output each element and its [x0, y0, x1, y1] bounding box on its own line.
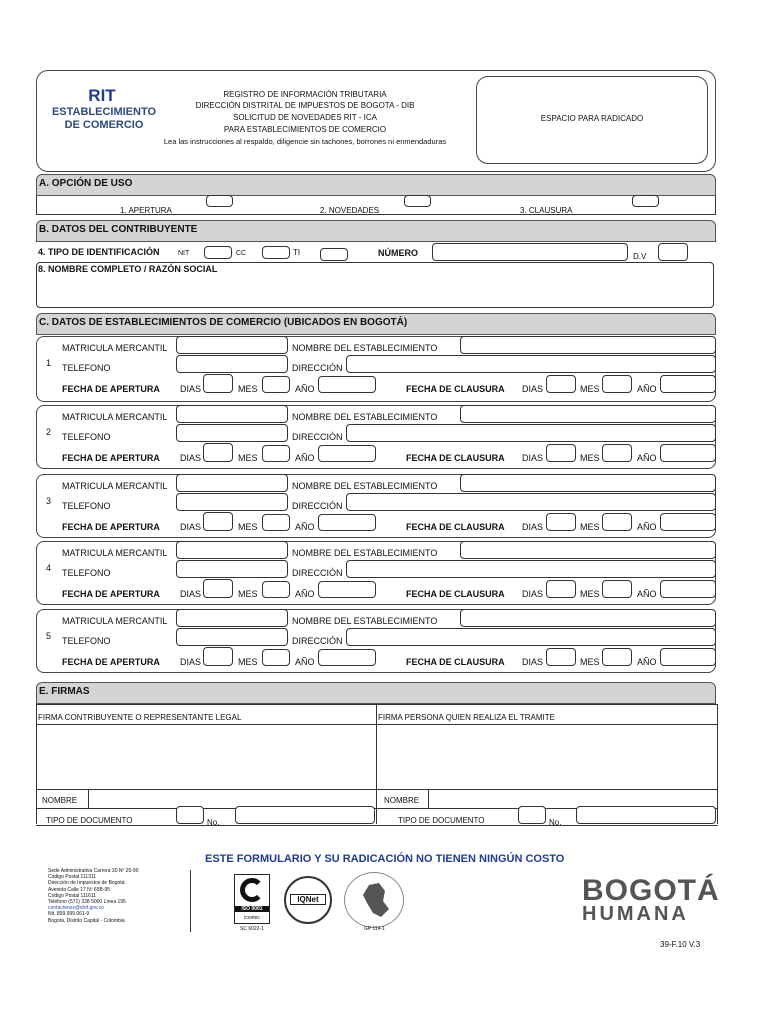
est-3-clausura-mes-label: MES	[580, 522, 600, 532]
address-line: contactenos@shd.gov.co	[48, 905, 104, 912]
gp-seal	[344, 872, 404, 928]
title-line-3: SOLICITUD DE NOVEDADES RIT - ICA	[233, 113, 377, 122]
est-3-number: 3	[46, 496, 52, 506]
est-4-matricula-label: MATRICULA MERCANTIL	[62, 548, 168, 558]
est-4-direccion-input[interactable]	[346, 560, 716, 578]
no-label-right: No.	[549, 818, 562, 827]
est-1-fecha-clausura-label: FECHA DE CLAUSURA	[406, 384, 505, 394]
iso-c-icon	[240, 878, 264, 902]
est-1-clausura-mes-input[interactable]	[602, 375, 632, 393]
section-a-title: A. OPCIÓN DE USO	[36, 174, 716, 196]
est-2-matricula-input[interactable]	[176, 405, 288, 423]
est-3-clausura-anio-input[interactable]	[660, 513, 716, 531]
est-2-direccion-label: DIRECCIÓN	[292, 432, 343, 442]
est-5-clausura-dias-input[interactable]	[546, 648, 576, 666]
nombre-input-left[interactable]	[89, 790, 375, 807]
est-3-clausura-dias-input[interactable]	[546, 513, 576, 531]
nombre-razon-social-label: 8. NOMBRE COMPLETO / RAZÓN SOCIAL	[38, 264, 218, 274]
est-1-clausura-anio-label: AÑO	[637, 384, 657, 394]
est-3-direccion-label: DIRECCIÓN	[292, 501, 343, 511]
est-3-telefono-label: TELEFONO	[62, 501, 111, 511]
est-5-telefono-input[interactable]	[176, 628, 288, 646]
est-5-apertura-mes-input[interactable]	[262, 649, 290, 666]
est-3-fecha-apertura-label: FECHA DE APERTURA	[62, 522, 160, 532]
est-5-clausura-dias-label: DIAS	[522, 657, 544, 667]
est-4-clausura-mes-label: MES	[580, 589, 600, 599]
est-1-direccion-label: DIRECCIÓN	[292, 363, 343, 373]
est-1-apertura-anio-label: AÑO	[295, 384, 315, 394]
address-line: Sede Administrativa Carrera 30 Nº 25-90	[48, 868, 139, 874]
est-4-nombre-input[interactable]	[460, 541, 716, 559]
section-b-title: B. DATOS DEL CONTRIBUYENTE	[36, 220, 716, 242]
no-costo-notice: ESTE FORMULARIO Y SU RADICACIÓN NO TIENEN NINGÚN COSTO	[205, 853, 565, 865]
est-3-nombre-input[interactable]	[460, 474, 716, 492]
nombre-label-right: NOMBRE	[384, 796, 420, 805]
est-4-fecha-clausura-label: FECHA DE CLAUSURA	[406, 589, 505, 599]
dv-label: D.V	[633, 252, 647, 261]
est-4-apertura-dias-label: DIAS	[180, 589, 202, 599]
est-5-apertura-mes-label: MES	[238, 657, 258, 667]
est-1-direccion-input[interactable]	[346, 355, 716, 373]
ti-checkbox[interactable]	[320, 248, 348, 261]
address-line: Nit. 899.999.061-9	[48, 911, 90, 918]
nit-label: NIT	[178, 250, 190, 257]
est-2-clausura-mes-input[interactable]	[602, 444, 632, 462]
est-5-clausura-mes-input[interactable]	[602, 648, 632, 666]
est-5-apertura-anio-label: AÑO	[295, 657, 315, 667]
est-5-direccion-label: DIRECCIÓN	[292, 636, 343, 646]
icontec-label: icontec	[244, 915, 260, 921]
cc-label: CC	[236, 250, 247, 257]
section-c-title: C. DATOS DE ESTABLECIMIENTOS DE COMERCIO (UBICADOS EN BOGOTÁ)	[36, 313, 716, 335]
est-4-clausura-mes-input[interactable]	[602, 580, 632, 598]
est-2-clausura-anio-label: AÑO	[637, 453, 657, 463]
firma-contribuyente-label: FIRMA CONTRIBUYENTE O REPRESENTANTE LEGAL	[38, 713, 242, 722]
est-5-apertura-anio-input[interactable]	[318, 649, 376, 666]
est-3-matricula-input[interactable]	[176, 474, 288, 492]
rit-title: RIT	[88, 86, 116, 105]
est-2-fecha-clausura-label: FECHA DE CLAUSURA	[406, 453, 505, 463]
est-4-direccion-label: DIRECCIÓN	[292, 568, 343, 578]
est-4-number: 4	[46, 563, 52, 573]
address-block	[48, 868, 188, 924]
numero-label: NÚMERO	[378, 248, 418, 258]
no-label-left: No.	[207, 818, 220, 827]
est-3-apertura-mes-label: MES	[238, 522, 258, 532]
est-1-telefono-label: TELEFONO	[62, 363, 111, 373]
est-2-number: 2	[46, 427, 52, 437]
est-3-matricula-label: MATRICULA MERCANTIL	[62, 481, 168, 491]
est-5-telefono-label: TELEFONO	[62, 636, 111, 646]
est-3-clausura-mes-input[interactable]	[602, 513, 632, 531]
cert1-code: SC 6022-1	[240, 926, 264, 932]
est-4-clausura-dias-label: DIAS	[522, 589, 544, 599]
est-2-matricula-label: MATRICULA MERCANTIL	[62, 412, 168, 422]
est-2-apertura-anio-input[interactable]	[318, 445, 376, 462]
section-e-title: E. FIRMAS	[36, 682, 716, 704]
est-4-clausura-anio-label: AÑO	[637, 589, 657, 599]
firma-persona-label: FIRMA PERSONA QUIEN REALIZA EL TRAMITE	[378, 713, 555, 722]
nit-checkbox[interactable]	[204, 246, 232, 259]
instructions: Lea las instrucciones al respaldo, diligencie sin tachones, borrones ni enmendaduras	[163, 137, 447, 146]
est-2-apertura-mes-label: MES	[238, 453, 258, 463]
no-input-right[interactable]	[576, 806, 716, 824]
form-code: 39-F.10 V.3	[660, 940, 701, 949]
address-line: Dirección de Impuestos de Bogotá:	[48, 880, 126, 887]
est-4-apertura-mes-input[interactable]	[262, 581, 290, 598]
option-apertura-label: 1. APERTURA	[120, 206, 172, 215]
iqnet-label: IQNet	[290, 894, 326, 905]
bogota-logo-line1: BOGOTÁ	[582, 874, 720, 907]
est-1-apertura-mes-label: MES	[238, 384, 258, 394]
est-3-clausura-anio-label: AÑO	[637, 522, 657, 532]
est-5-direccion-input[interactable]	[346, 628, 716, 646]
est-5-clausura-anio-label: AÑO	[637, 657, 657, 667]
tipo-documento-input-left[interactable]	[176, 806, 204, 824]
est-3-apertura-anio-input[interactable]	[318, 514, 376, 531]
address-line: Teléfono (571) 338 5000 Línea 195	[48, 899, 126, 906]
est-2-clausura-anio-input[interactable]	[660, 444, 716, 462]
address-line: Código Postal 111611	[48, 892, 97, 899]
est-2-clausura-mes-label: MES	[580, 453, 600, 463]
est-4-telefono-input[interactable]	[176, 560, 288, 578]
iqnet-seal	[284, 876, 332, 924]
est-2-apertura-mes-input[interactable]	[262, 445, 290, 462]
est-1-apertura-mes-input[interactable]	[262, 376, 290, 393]
est-4-nombre-label: NOMBRE DEL ESTABLECIMIENTO	[292, 548, 438, 558]
est-1-matricula-label: MATRICULA MERCANTIL	[62, 343, 168, 353]
est-1-matricula-input[interactable]	[176, 336, 288, 354]
est-1-number: 1	[46, 358, 52, 368]
iso-label: ISO 9001	[235, 906, 269, 912]
radicado-label: ESPACIO PARA RADICADO	[540, 114, 644, 123]
est-4-fecha-apertura-label: FECHA DE APERTURA	[62, 589, 160, 599]
est-4-apertura-dias-input[interactable]	[203, 579, 233, 598]
est-5-clausura-mes-label: MES	[580, 657, 600, 667]
est-2-apertura-dias-input[interactable]	[203, 443, 233, 462]
est-3-apertura-dias-label: DIAS	[180, 522, 202, 532]
est-2-nombre-input[interactable]	[460, 405, 716, 423]
est-4-telefono-label: TELEFONO	[62, 568, 111, 578]
address-line: Avenida Calle 17 Nº 65B-95	[48, 886, 111, 893]
est-5-apertura-dias-input[interactable]	[203, 647, 233, 666]
title-line-2: DIRECCIÓN DISTRITAL DE IMPUESTOS DE BOGOTA - DIB	[195, 101, 415, 110]
dv-input[interactable]	[658, 243, 688, 261]
bogota-logo-line2: HUMANA	[582, 903, 689, 925]
est-5-nombre-input[interactable]	[460, 609, 716, 627]
est-4-clausura-anio-input[interactable]	[660, 580, 716, 598]
est-1-nombre-label: NOMBRE DEL ESTABLECIMIENTO	[292, 343, 438, 353]
est-5-nombre-label: NOMBRE DEL ESTABLECIMIENTO	[292, 616, 438, 626]
est-3-direccion-input[interactable]	[346, 493, 716, 511]
est-1-fecha-apertura-label: FECHA DE APERTURA	[62, 384, 160, 394]
est-5-apertura-dias-label: DIAS	[180, 657, 202, 667]
est-2-apertura-dias-label: DIAS	[180, 453, 202, 463]
option-clausura-label: 3. CLAUSURA	[520, 206, 573, 215]
est-4-apertura-anio-input[interactable]	[318, 581, 376, 598]
est-2-telefono-label: TELEFONO	[62, 432, 111, 442]
iso-icontec-seal	[234, 874, 270, 924]
est-2-fecha-apertura-label: FECHA DE APERTURA	[62, 453, 160, 463]
option-novedades-checkbox[interactable]	[404, 195, 431, 207]
ti-label: TI	[293, 248, 301, 257]
no-input-left[interactable]	[235, 806, 375, 824]
est-3-nombre-label: NOMBRE DEL ESTABLECIMIENTO	[292, 481, 438, 491]
tipo-id-label: 4. TIPO DE IDENTIFICACIÓN	[38, 247, 160, 257]
firma-persona-area[interactable]	[377, 725, 716, 789]
est-5-matricula-label: MATRICULA MERCANTIL	[62, 616, 168, 626]
est-3-clausura-dias-label: DIAS	[522, 522, 544, 532]
est-1-clausura-anio-input[interactable]	[660, 375, 716, 393]
est-2-telefono-input[interactable]	[176, 424, 288, 442]
est-3-apertura-anio-label: AÑO	[295, 522, 315, 532]
est-1-nombre-input[interactable]	[460, 336, 716, 354]
est-4-matricula-input[interactable]	[176, 541, 288, 559]
estab-line2: DE COMERCIO	[64, 119, 144, 131]
est-1-apertura-anio-input[interactable]	[318, 376, 376, 393]
option-novedades-label: 2. NOVEDADES	[320, 206, 380, 215]
est-2-nombre-label: NOMBRE DEL ESTABLECIMIENTO	[292, 412, 438, 422]
est-3-apertura-dias-input[interactable]	[203, 512, 233, 531]
est-3-telefono-input[interactable]	[176, 493, 288, 511]
est-2-clausura-dias-label: DIAS	[522, 453, 544, 463]
est-3-fecha-clausura-label: FECHA DE CLAUSURA	[406, 522, 505, 532]
option-apertura-checkbox[interactable]	[206, 195, 233, 207]
est-1-telefono-input[interactable]	[176, 355, 288, 373]
est-3-apertura-mes-input[interactable]	[262, 514, 290, 531]
firma-contribuyente-area[interactable]	[37, 725, 375, 789]
colombia-map-icon	[345, 873, 405, 929]
tipo-documento-input-right[interactable]	[518, 806, 546, 824]
cc-checkbox[interactable]	[262, 246, 290, 259]
address-line: Bogotá, Distrito Capital - Colombia	[48, 917, 125, 924]
nombre-input-right[interactable]	[429, 790, 716, 807]
est-5-clausura-anio-input[interactable]	[660, 648, 716, 666]
numero-input[interactable]	[432, 243, 628, 261]
nombre-label-left: NOMBRE	[42, 796, 78, 805]
cert3-code: GP 114-1	[364, 926, 385, 932]
tipo-documento-label-right: TIPO DE DOCUMENTO	[398, 816, 485, 825]
est-2-direccion-input[interactable]	[346, 424, 716, 442]
est-5-fecha-apertura-label: FECHA DE APERTURA	[62, 657, 160, 667]
est-1-apertura-dias-label: DIAS	[180, 384, 202, 394]
title-line-1: REGISTRO DE INFORMACIÓN TRIBUTARIA	[223, 90, 387, 99]
est-1-clausura-dias-input[interactable]	[546, 375, 576, 393]
est-4-apertura-mes-label: MES	[238, 589, 258, 599]
estab-line1: ESTABLECIMIENTO	[51, 106, 157, 118]
est-2-apertura-anio-label: AÑO	[295, 453, 315, 463]
est-4-clausura-dias-input[interactable]	[546, 580, 576, 598]
est-2-clausura-dias-input[interactable]	[546, 444, 576, 462]
title-line-4: PARA ESTABLECIMIENTOS DE COMERCIO	[223, 125, 387, 134]
tipo-documento-label-left: TIPO DE DOCUMENTO	[46, 816, 133, 825]
est-1-clausura-mes-label: MES	[580, 384, 600, 394]
address-line: Código Postal 111311	[48, 874, 97, 881]
est-4-apertura-anio-label: AÑO	[295, 589, 315, 599]
option-clausura-checkbox[interactable]	[632, 195, 659, 207]
est-5-number: 5	[46, 631, 52, 641]
est-5-fecha-clausura-label: FECHA DE CLAUSURA	[406, 657, 505, 667]
est-1-clausura-dias-label: DIAS	[522, 384, 544, 394]
est-5-matricula-input[interactable]	[176, 609, 288, 627]
est-1-apertura-dias-input[interactable]	[203, 374, 233, 393]
